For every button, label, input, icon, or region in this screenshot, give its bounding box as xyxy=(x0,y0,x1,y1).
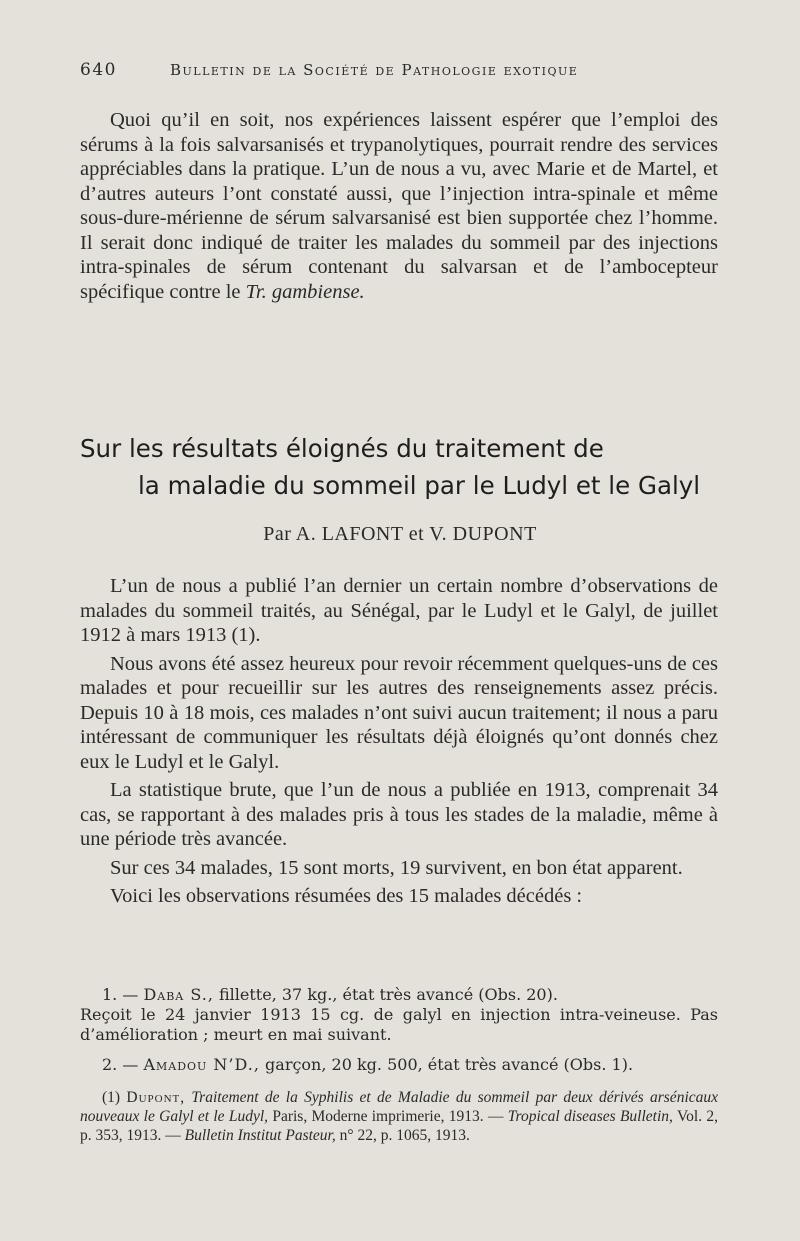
page-number: 640 xyxy=(80,60,117,80)
intro-paragraph: Quoi qu’il en soit, nos expériences laissent espérer que l’emploi des sérums à la fois salvarsanisés et trypanolytiques, pourrait rendre des services appréciables dans la pratique. L’un de nous a vu, avec Marie et de Martel, et d’autres auteurs l’ont constaté aussi, que l’injection intra-spinale et même sous-dure-mérienne de sérum salvarsanisé est bien supportée chez l’homme. Il serait donc indiqué de traiter les malades du sommeil par des injections intra-spinales de sérum contenant du salvarsan et de l’ambocepteur spécifique contre le Tr. gambiense. xyxy=(80,109,718,303)
article-authors: Par A. LAFONT et V. DUPONT xyxy=(263,523,537,545)
footnote xyxy=(80,1088,718,1145)
paragraph-4: Sur ces 34 malades, 15 sont morts, 19 survivent, en bon état apparent. xyxy=(110,856,683,879)
article-title xyxy=(80,430,740,504)
intro-italic: Tr. gambiense. xyxy=(245,280,365,303)
observation-2-head: 2. — Amadou N’D., garçon, 20 kg. 500, état très avancé (Obs. 1). xyxy=(102,1055,634,1074)
page-header xyxy=(80,60,720,80)
observations-list xyxy=(80,985,718,1075)
running-title: Bulletin de la Société de Pathologie exotique xyxy=(170,61,579,79)
observation-1-head: 1. — Daba S., fillette, 37 kg., état très avancé (Obs. 20). xyxy=(102,985,558,1004)
article-title-line2: la maladie du sommeil par le Ludyl et le Galyl xyxy=(138,471,701,500)
intro-paragraph-block xyxy=(80,108,718,304)
paragraph-2: Nous avons été assez heureux pour revoir récemment quelques-uns de ces malades et pour recueillir sur les autres des renseignements assez précis. Depuis 10 à 18 mois, ces malades n’ont suivi aucun traitement; il nous a paru intéressant de communiquer les résultats déjà éloignés qu’ont donnés chez eux le Ludyl et le Galyl. xyxy=(80,652,718,773)
paragraph-3: La statistique brute, que l’un de nous a publiée en 1913, comprenait 34 cas, se rapportant à des malades pris à tous les stades de la maladie, même à une période très avancée. xyxy=(80,779,718,850)
paragraph-1: L’un de nous a publié l’an dernier un certain nombre d’observations de malades du sommeil traités, au Sénégal, par le Ludyl et le Galyl, de juillet 1912 à mars 1913 (1). xyxy=(80,575,718,646)
article-title-line1: Sur les résultats éloignés du traitement de xyxy=(80,434,604,463)
paragraph-5: Voici les observations résumées des 15 malades décédés : xyxy=(110,885,583,907)
footnote-text: (1) Dupont, Traitement de la Syphilis et de Maladie du sommeil par deux dérivés arsénicaux nouveaux le Galyl et le Ludyl, Paris, Moderne imprimerie, 1913. — Tropical diseases Bulletin, Vol. 2, p. 353, 1913. — Bulletin Institut Pasteur, n° 22, p. 1065, 1913. xyxy=(80,1089,719,1144)
observation-1-detail: Reçoit le 24 janvier 1913 15 cg. de galyl en injection intra-veineuse. Pas d’amélioration ; meurt en mai suivant. xyxy=(80,1005,718,1044)
article-body xyxy=(80,574,718,909)
